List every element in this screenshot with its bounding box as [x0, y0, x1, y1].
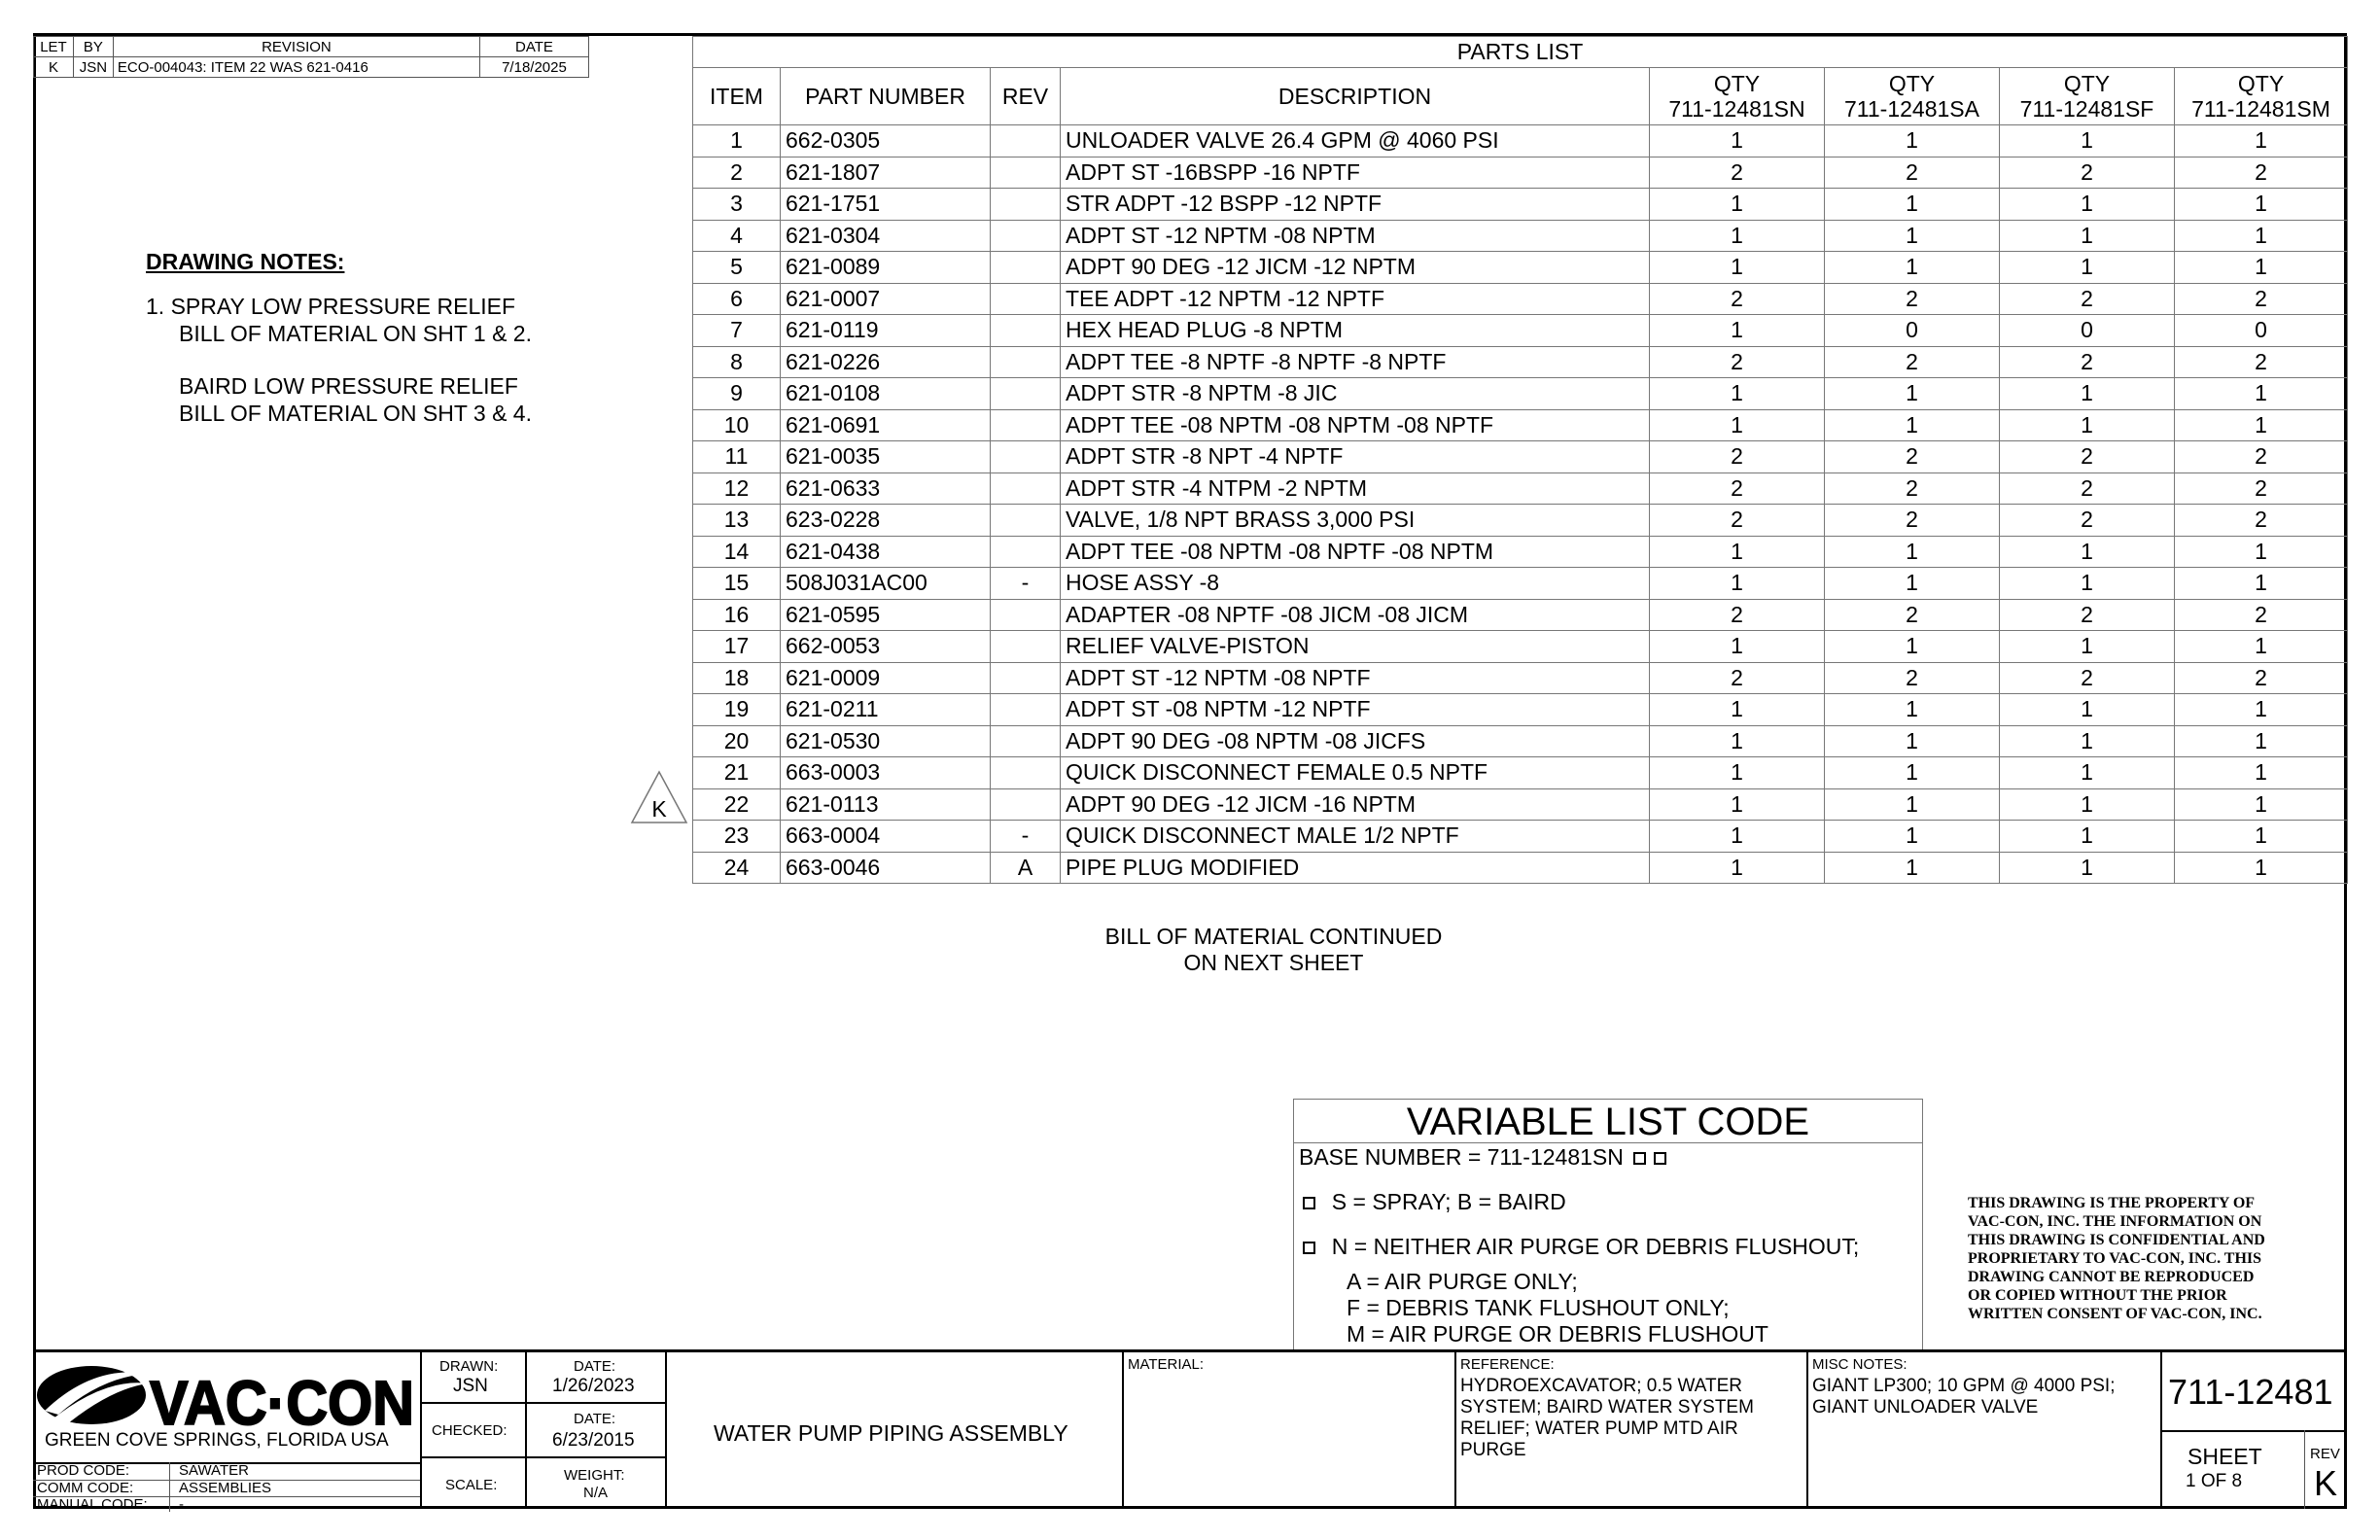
- table-row: [693, 441, 2348, 473]
- qty-sa: 2: [1825, 505, 2000, 537]
- item-number: 20: [693, 725, 781, 757]
- item-number: 9: [693, 378, 781, 410]
- table-row: [693, 220, 2348, 252]
- qty-sn: 2: [1650, 599, 1825, 631]
- reference-label: REFERENCE:: [1460, 1356, 1555, 1373]
- base-number-line: [1299, 1144, 1670, 1171]
- item-number: 15: [693, 568, 781, 600]
- part-number: 621-0530: [781, 725, 991, 757]
- item-number: 13: [693, 505, 781, 537]
- part-description: VALVE, 1/8 NPT BRASS 3,000 PSI: [1061, 505, 1650, 537]
- part-description: HOSE ASSY -8: [1061, 568, 1650, 600]
- item-number: 2: [693, 157, 781, 189]
- qty-sm: 0: [2175, 315, 2348, 347]
- checkbox-icon: [1633, 1152, 1646, 1165]
- qty-sf: 1: [2000, 821, 2175, 853]
- rev-header-date: DATE: [479, 37, 588, 57]
- part-number: 621-0633: [781, 472, 991, 505]
- qty-sm: 1: [2175, 821, 2348, 853]
- part-rev: [991, 757, 1061, 789]
- sheet-label: SHEET: [2188, 1444, 2262, 1469]
- part-number: 621-0113: [781, 788, 991, 821]
- part-description: PIPE PLUG MODIFIED: [1061, 852, 1650, 884]
- date2-value: 6/23/2015: [552, 1430, 635, 1451]
- sheet-value: 1 OF 8: [2186, 1471, 2243, 1491]
- drawing-number: 711-12481: [2168, 1372, 2333, 1412]
- rev-by: JSN: [73, 57, 113, 78]
- title-block: [33, 1349, 2347, 1513]
- part-number: 621-0595: [781, 599, 991, 631]
- part-rev: [991, 220, 1061, 252]
- reference-text: HYDROEXCAVATOR; 0.5 WATER SYSTEM; BAIRD WATER SYSTEM RELIEF; WATER PUMP MTD AIR PURGE: [1460, 1376, 1754, 1460]
- qty-sa: 1: [1825, 725, 2000, 757]
- purge-n-text: N = NEITHER AIR PURGE OR DEBRIS FLUSHOUT;: [1331, 1234, 1860, 1259]
- purge-f-line: F = DEBRIS TANK FLUSHOUT ONLY;: [1347, 1295, 1730, 1320]
- parts-list-title: PARTS LIST: [693, 37, 2348, 68]
- rev-header-let: LET: [34, 37, 74, 57]
- col-part-number: PART NUMBER: [781, 68, 991, 125]
- qty-sa: 1: [1825, 821, 2000, 853]
- qty-sn: 2: [1650, 505, 1825, 537]
- part-number: 621-0007: [781, 283, 991, 315]
- misc-notes-text: GIANT LP300; 10 GPM @ 4000 PSI; GIANT UNLOADER VALVE: [1812, 1376, 2116, 1418]
- vac-con-logo: [35, 1354, 418, 1434]
- item-number: 5: [693, 252, 781, 284]
- item-number: 10: [693, 409, 781, 441]
- qty-sa: 1: [1825, 125, 2000, 158]
- checked-label: CHECKED:: [432, 1422, 508, 1439]
- qty-sm: 1: [2175, 536, 2348, 568]
- item-number: 23: [693, 821, 781, 853]
- comm-code-value: ASSEMBLIES: [179, 1480, 272, 1496]
- table-row: [693, 472, 2348, 505]
- item-number: 24: [693, 852, 781, 884]
- qty-sf: 1: [2000, 378, 2175, 410]
- qty-sa: 1: [1825, 757, 2000, 789]
- qty-sf: 1: [2000, 852, 2175, 884]
- item-number: 3: [693, 189, 781, 221]
- qty-sf: 0: [2000, 315, 2175, 347]
- qty-sa: 1: [1825, 189, 2000, 221]
- qty-sf: 1: [2000, 409, 2175, 441]
- item-number: 1: [693, 125, 781, 158]
- qty-sn: 1: [1650, 189, 1825, 221]
- drawing-notes: [146, 248, 532, 427]
- part-number: 621-0035: [781, 441, 991, 473]
- qty-sm: 1: [2175, 725, 2348, 757]
- qty-sm: 1: [2175, 694, 2348, 726]
- item-number: 14: [693, 536, 781, 568]
- part-description: ADPT 90 DEG -12 JICM -16 NPTM: [1061, 788, 1650, 821]
- drawn-value: JSN: [453, 1376, 488, 1396]
- col-qty-sm: QTY 711-12481SM: [2175, 68, 2348, 125]
- part-rev: [991, 157, 1061, 189]
- date1-label: DATE:: [574, 1358, 616, 1375]
- qty-sa: 1: [1825, 788, 2000, 821]
- qty-sf: 1: [2000, 757, 2175, 789]
- qty-sn: 1: [1650, 631, 1825, 663]
- table-row: [693, 821, 2348, 853]
- company-location: GREEN COVE SPRINGS, FLORIDA USA: [45, 1430, 389, 1451]
- col-item: ITEM: [693, 68, 781, 125]
- qty-sa: 1: [1825, 536, 2000, 568]
- comm-code-label: COMM CODE:: [37, 1480, 134, 1496]
- col-qty-sn: QTY 711-12481SN: [1650, 68, 1825, 125]
- qty-sn: 1: [1650, 536, 1825, 568]
- table-row: [693, 157, 2348, 189]
- part-description: ADPT STR -8 NPT -4 NPTF: [1061, 441, 1650, 473]
- note-1-line-1: 1. SPRAY LOW PRESSURE RELIEF: [146, 294, 516, 319]
- part-description: TEE ADPT -12 NPTM -12 NPTF: [1061, 283, 1650, 315]
- item-number: 4: [693, 220, 781, 252]
- qty-sn: 2: [1650, 346, 1825, 378]
- table-row: [693, 189, 2348, 221]
- weight-label: WEIGHT:: [564, 1467, 625, 1484]
- qty-sn: 1: [1650, 568, 1825, 600]
- qty-sa: 1: [1825, 631, 2000, 663]
- qty-sm: 1: [2175, 220, 2348, 252]
- proprietary-notice: THIS DRAWING IS THE PROPERTY OF VAC-CON, INC. THE INFORMATION ON THIS DRAWING IS CONFIDENTIAL AND PROPRIETARY TO VAC-CON, INC. THIS DRAWING CANNOT BE REPRODUCED OR COPIED WITHOUT THE PRIOR WRITTEN CONSENT OF VAC-CON, INC.: [1968, 1195, 2265, 1322]
- part-description: RELIEF VALVE-PISTON: [1061, 631, 1650, 663]
- qty-sn: 2: [1650, 157, 1825, 189]
- part-rev: [991, 662, 1061, 694]
- bom-continued-note: [1079, 924, 1468, 976]
- checkbox-icon: [1303, 1197, 1315, 1209]
- part-number: 621-0119: [781, 315, 991, 347]
- qty-sf: 2: [2000, 283, 2175, 315]
- part-description: ADPT ST -16BSPP -16 NPTF: [1061, 157, 1650, 189]
- qty-sf: 1: [2000, 568, 2175, 600]
- qty-sa: 2: [1825, 472, 2000, 505]
- item-number: 18: [693, 662, 781, 694]
- item-number: 11: [693, 441, 781, 473]
- part-description: ADPT TEE -8 NPTF -8 NPTF -8 NPTF: [1061, 346, 1650, 378]
- qty-sn: 1: [1650, 220, 1825, 252]
- part-description: ADPT TEE -08 NPTM -08 NPTM -08 NPTF: [1061, 409, 1650, 441]
- qty-sa: 2: [1825, 662, 2000, 694]
- qty-sa: 1: [1825, 694, 2000, 726]
- qty-sn: 1: [1650, 378, 1825, 410]
- rev-header-by: BY: [73, 37, 113, 57]
- part-description: ADPT TEE -08 NPTM -08 NPTF -08 NPTM: [1061, 536, 1650, 568]
- table-row: [693, 283, 2348, 315]
- part-number: 621-0226: [781, 346, 991, 378]
- part-description: ADAPTER -08 NPTF -08 JICM -08 JICM: [1061, 599, 1650, 631]
- note-2-line-2: BILL OF MATERIAL ON SHT 3 & 4.: [179, 401, 532, 426]
- table-row: [693, 505, 2348, 537]
- qty-sn: 1: [1650, 725, 1825, 757]
- qty-sf: 2: [2000, 441, 2175, 473]
- part-number: 621-0304: [781, 220, 991, 252]
- scale-label: SCALE:: [445, 1477, 498, 1493]
- part-rev: [991, 788, 1061, 821]
- part-number: 621-1807: [781, 157, 991, 189]
- prod-code-value: SAWATER: [179, 1462, 249, 1479]
- part-number: 663-0003: [781, 757, 991, 789]
- qty-sn: 2: [1650, 472, 1825, 505]
- part-number: 621-0211: [781, 694, 991, 726]
- table-row: [693, 631, 2348, 663]
- rev-value: K: [2314, 1463, 2338, 1503]
- qty-sn: 1: [1650, 821, 1825, 853]
- part-rev: [991, 409, 1061, 441]
- qty-sm: 1: [2175, 852, 2348, 884]
- qty-sm: 2: [2175, 283, 2348, 315]
- rev-label: REV: [2310, 1446, 2340, 1462]
- qty-sm: 1: [2175, 568, 2348, 600]
- part-rev: [991, 315, 1061, 347]
- table-row: [693, 346, 2348, 378]
- manual-code-value: -: [179, 1496, 184, 1513]
- qty-sf: 1: [2000, 252, 2175, 284]
- part-description: ADPT STR -8 NPTM -8 JIC: [1061, 378, 1650, 410]
- part-description: QUICK DISCONNECT MALE 1/2 NPTF: [1061, 821, 1650, 853]
- part-number: 621-0691: [781, 409, 991, 441]
- item-number: 21: [693, 757, 781, 789]
- table-row: [693, 694, 2348, 726]
- part-number: 621-1751: [781, 189, 991, 221]
- qty-sa: 1: [1825, 378, 2000, 410]
- qty-sa: 2: [1825, 346, 2000, 378]
- purge-n-line: [1299, 1234, 1859, 1260]
- table-row: [693, 568, 2348, 600]
- purge-a-line: A = AIR PURGE ONLY;: [1347, 1269, 1578, 1294]
- qty-sn: 2: [1650, 662, 1825, 694]
- note-1-line-2: BILL OF MATERIAL ON SHT 1 & 2.: [179, 321, 532, 346]
- part-number: 663-0004: [781, 821, 991, 853]
- qty-sf: 2: [2000, 157, 2175, 189]
- qty-sf: 1: [2000, 725, 2175, 757]
- part-description: QUICK DISCONNECT FEMALE 0.5 NPTF: [1061, 757, 1650, 789]
- base-number: BASE NUMBER = 711-12481SN: [1299, 1144, 1624, 1170]
- part-rev: [991, 283, 1061, 315]
- qty-sm: 1: [2175, 757, 2348, 789]
- spray-baird-line: [1299, 1189, 1566, 1215]
- drawn-label: DRAWN:: [439, 1358, 499, 1375]
- qty-sn: 1: [1650, 694, 1825, 726]
- part-rev: [991, 631, 1061, 663]
- qty-sf: 1: [2000, 788, 2175, 821]
- rev-let: K: [34, 57, 74, 78]
- col-description: DESCRIPTION: [1061, 68, 1650, 125]
- rev-header-revision: REVISION: [113, 37, 479, 57]
- qty-sm: 1: [2175, 378, 2348, 410]
- drawing-notes-heading: DRAWING NOTES:: [146, 249, 345, 274]
- item-number: 12: [693, 472, 781, 505]
- table-row: [693, 788, 2348, 821]
- qty-sa: 2: [1825, 283, 2000, 315]
- part-description: HEX HEAD PLUG -8 NPTM: [1061, 315, 1650, 347]
- revision-block: [33, 36, 589, 78]
- logo-wordmark: VAC·CON: [150, 1368, 414, 1434]
- part-number: 621-0108: [781, 378, 991, 410]
- col-qty-sa: QTY 711-12481SA: [1825, 68, 2000, 125]
- checkbox-icon: [1303, 1242, 1315, 1254]
- part-rev: [991, 346, 1061, 378]
- item-number: 6: [693, 283, 781, 315]
- qty-sf: 2: [2000, 346, 2175, 378]
- part-number: 662-0305: [781, 125, 991, 158]
- qty-sf: 1: [2000, 125, 2175, 158]
- qty-sa: 2: [1825, 157, 2000, 189]
- qty-sn: 1: [1650, 315, 1825, 347]
- qty-sf: 2: [2000, 472, 2175, 505]
- item-number: 22: [693, 788, 781, 821]
- manual-code-label: MANUAL CODE:: [37, 1496, 148, 1513]
- table-row: [693, 125, 2348, 158]
- qty-sa: 2: [1825, 599, 2000, 631]
- qty-sm: 2: [2175, 599, 2348, 631]
- part-description: ADPT 90 DEG -08 NPTM -08 JICFS: [1061, 725, 1650, 757]
- checkbox-icon: [1654, 1152, 1666, 1165]
- revision-marker-letter: K: [651, 796, 667, 822]
- qty-sm: 2: [2175, 662, 2348, 694]
- part-number: 662-0053: [781, 631, 991, 663]
- parts-list-table: [692, 36, 2348, 884]
- continued-line-2: ON NEXT SHEET: [1183, 950, 1364, 975]
- revision-triangle-marker: [630, 770, 688, 824]
- rev-date: 7/18/2025: [479, 57, 588, 78]
- part-rev: -: [991, 821, 1061, 853]
- part-rev: [991, 252, 1061, 284]
- item-number: 7: [693, 315, 781, 347]
- part-rev: [991, 378, 1061, 410]
- part-number: 621-0089: [781, 252, 991, 284]
- part-number: 621-0009: [781, 662, 991, 694]
- part-rev: [991, 505, 1061, 537]
- item-number: 8: [693, 346, 781, 378]
- part-rev: [991, 694, 1061, 726]
- part-description: UNLOADER VALVE 26.4 GPM @ 4060 PSI: [1061, 125, 1650, 158]
- date1-value: 1/26/2023: [552, 1376, 635, 1396]
- qty-sf: 2: [2000, 505, 2175, 537]
- qty-sf: 1: [2000, 189, 2175, 221]
- part-number: 623-0228: [781, 505, 991, 537]
- part-description: ADPT STR -4 NTPM -2 NPTM: [1061, 472, 1650, 505]
- qty-sf: 2: [2000, 662, 2175, 694]
- qty-sa: 1: [1825, 220, 2000, 252]
- triangle-icon: [630, 770, 688, 824]
- rev-description: ECO-004043: ITEM 22 WAS 621-0416: [113, 57, 479, 78]
- variable-list-code: [1293, 1099, 1923, 1349]
- table-row: [693, 725, 2348, 757]
- qty-sa: 0: [1825, 315, 2000, 347]
- qty-sa: 1: [1825, 252, 2000, 284]
- part-number: 508J031AC00: [781, 568, 991, 600]
- table-row: [693, 662, 2348, 694]
- part-rev: -: [991, 568, 1061, 600]
- note-2-line-1: BAIRD LOW PRESSURE RELIEF: [179, 373, 518, 399]
- weight-value: N/A: [583, 1485, 609, 1501]
- misc-notes-label: MISC NOTES:: [1812, 1356, 1908, 1373]
- part-number: 663-0046: [781, 852, 991, 884]
- qty-sm: 1: [2175, 788, 2348, 821]
- part-description: ADPT ST -12 NPTM -08 NPTF: [1061, 662, 1650, 694]
- part-rev: [991, 599, 1061, 631]
- part-rev: [991, 472, 1061, 505]
- qty-sa: 1: [1825, 852, 2000, 884]
- date2-label: DATE:: [574, 1411, 616, 1427]
- item-number: 17: [693, 631, 781, 663]
- qty-sn: 1: [1650, 788, 1825, 821]
- table-row: [693, 315, 2348, 347]
- qty-sm: 2: [2175, 157, 2348, 189]
- qty-sn: 1: [1650, 252, 1825, 284]
- part-rev: [991, 189, 1061, 221]
- table-row: [693, 536, 2348, 568]
- qty-sm: 1: [2175, 631, 2348, 663]
- part-description: ADPT 90 DEG -12 JICM -12 NPTM: [1061, 252, 1650, 284]
- purge-m-line: M = AIR PURGE OR DEBRIS FLUSHOUT: [1347, 1321, 1768, 1347]
- part-rev: A: [991, 852, 1061, 884]
- qty-sn: 2: [1650, 441, 1825, 473]
- qty-sm: 2: [2175, 505, 2348, 537]
- qty-sm: 1: [2175, 252, 2348, 284]
- table-row: [693, 757, 2348, 789]
- qty-sm: 1: [2175, 189, 2348, 221]
- parts-list-body: [693, 125, 2348, 884]
- qty-sf: 1: [2000, 220, 2175, 252]
- qty-sn: 1: [1650, 409, 1825, 441]
- qty-sf: 2: [2000, 599, 2175, 631]
- drawing-title: WATER PUMP PIPING ASSEMBLY: [714, 1420, 1068, 1446]
- qty-sm: 1: [2175, 409, 2348, 441]
- part-description: ADPT ST -08 NPTM -12 NPTF: [1061, 694, 1650, 726]
- qty-sm: 2: [2175, 472, 2348, 505]
- part-number: 621-0438: [781, 536, 991, 568]
- continued-line-1: BILL OF MATERIAL CONTINUED: [1104, 924, 1443, 949]
- spray-baird-text: S = SPRAY; B = BAIRD: [1331, 1189, 1566, 1214]
- qty-sf: 1: [2000, 536, 2175, 568]
- qty-sn: 2: [1650, 283, 1825, 315]
- col-qty-sf: QTY 711-12481SF: [2000, 68, 2175, 125]
- table-row: [693, 378, 2348, 410]
- part-rev: [991, 441, 1061, 473]
- qty-sn: 1: [1650, 757, 1825, 789]
- qty-sf: 1: [2000, 631, 2175, 663]
- qty-sn: 1: [1650, 125, 1825, 158]
- qty-sm: 2: [2175, 346, 2348, 378]
- part-rev: [991, 725, 1061, 757]
- revision-row: [34, 57, 589, 78]
- part-description: ADPT ST -12 NPTM -08 NPTM: [1061, 220, 1650, 252]
- part-rev: [991, 536, 1061, 568]
- qty-sn: 1: [1650, 852, 1825, 884]
- table-row: [693, 852, 2348, 884]
- prod-code-label: PROD CODE:: [37, 1462, 130, 1479]
- table-row: [693, 252, 2348, 284]
- qty-sm: 2: [2175, 441, 2348, 473]
- table-row: [693, 599, 2348, 631]
- material-label: MATERIAL:: [1128, 1356, 1205, 1373]
- col-rev: REV: [991, 68, 1061, 125]
- part-rev: [991, 125, 1061, 158]
- qty-sa: 1: [1825, 409, 2000, 441]
- qty-sm: 1: [2175, 125, 2348, 158]
- qty-sa: 1: [1825, 568, 2000, 600]
- table-row: [693, 409, 2348, 441]
- part-description: STR ADPT -12 BSPP -12 NPTF: [1061, 189, 1650, 221]
- item-number: 19: [693, 694, 781, 726]
- item-number: 16: [693, 599, 781, 631]
- qty-sa: 2: [1825, 441, 2000, 473]
- variable-list-code-title: VARIABLE LIST CODE: [1294, 1100, 1922, 1143]
- qty-sf: 1: [2000, 694, 2175, 726]
